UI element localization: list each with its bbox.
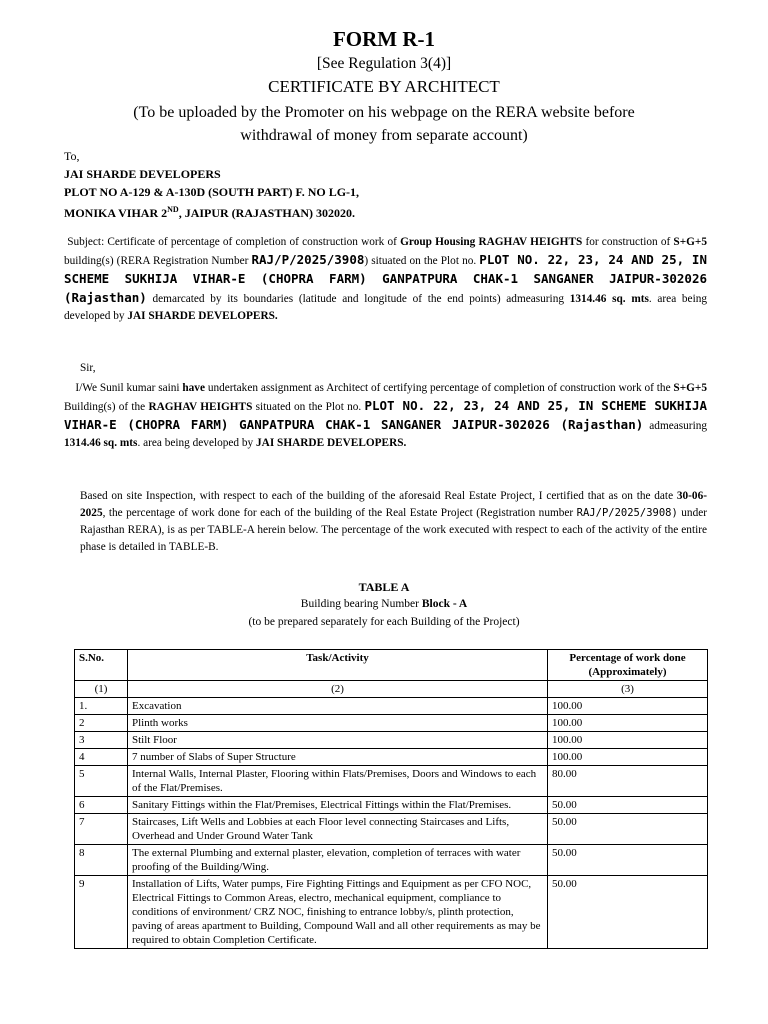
table-row — [75, 732, 708, 749]
subject-project: Group Housing RAGHAV HEIGHTS — [400, 236, 583, 248]
cell-sno: 6 — [75, 797, 128, 814]
cell-task: Installation of Lifts, Water pumps, Fire Fighting Fittings and Equipment as per CFO NOC, Electrical Fittings to Common Areas, electro, mechanical equipment, compliance to conditions of environment/ CRZ NOC, finishing to entrance lobby/s, plinth protection, paving of areas apartment to Building, Compound Wall and all other requirements as may be required to obtain Completion Certificate. — [128, 876, 548, 949]
upload-note — [0, 101, 768, 147]
cell-sno: 1. — [75, 698, 128, 715]
body-paragraph: I/We Sunil kumar saini have undertaken assignment as Architect of certifying percentage of completion of construction work of the S+G+5 Building(s) of the RAGHAV HEIGHTS situated on the Plot no. PLOT NO. 22, 23, 24 AND 25, IN SCHEME SUKHIJA VIHAR-E (CHOPRA FARM) GANPATPURA CHAK-1 SANGANER JAIPUR-302026 (Rajasthan) admeasuring 1314.46 sq. mts. area being developed by JAI SHARDE DEVELOPERS. — [64, 382, 708, 449]
body-plot: PLOT NO. 22, 23, 24 AND 25, IN SCHEME SUKHIJA VIHAR-E (CHOPRA FARM) GANPATPURA CHAK-1 SANGANER JAIPUR-302026 (Rajasthan) — [64, 398, 708, 432]
cell-percentage: 100.00 — [548, 698, 708, 715]
cell-sno: 3 — [75, 732, 128, 749]
table-row — [75, 698, 708, 715]
building-number: Building bearing Number Block - A — [300, 598, 468, 610]
cell-percentage: 50.00 — [548, 797, 708, 814]
cell-task: Staircases, Lift Wells and Lobbies at each Floor level connecting Staircases and Lifts, Overhead and Under Ground Water Tank — [128, 814, 548, 845]
upload-note-line1: (To be uploaded by the Promoter on his webpage on the RERA website before — [133, 104, 635, 121]
subject-area: 1314.46 sq. mts — [569, 293, 649, 305]
inspection-paragraph: Based on site Inspection, with respect to each of the building of the aforesaid Real Estate Project, I certified that as on the date 30-06-2025, the percentage of work done for each of the building of the Real Estate Project (Registration number RAJ/P/2025/3908) under Rajasthan RERA), is as per TABLE-A herein below. The percentage of the work executed with respect to each of the activity of the entire phase is detailed in TABLE-B. — [80, 490, 707, 553]
table-a-title: TABLE A — [358, 580, 410, 594]
cell-sno: 2 — [75, 715, 128, 732]
cell-sno: 7 — [75, 814, 128, 845]
table-a — [74, 649, 708, 949]
regulation-reference: [See Regulation 3(4)] — [316, 55, 452, 72]
cell-percentage: 100.00 — [548, 715, 708, 732]
table-row — [75, 797, 708, 814]
table-row — [75, 876, 708, 949]
cell-percentage: 50.00 — [548, 814, 708, 845]
inspection-date: 30-06-2025 — [80, 490, 707, 519]
cell-sno: 9 — [75, 876, 128, 949]
table-row — [75, 814, 708, 845]
cell-task: Plinth works — [128, 715, 548, 732]
column-number-row — [75, 681, 708, 698]
col-number-3: (3) — [548, 681, 708, 698]
subject-paragraph: Subject: Certificate of percentage of completion of construction work of Group Housing RAGHAV HEIGHTS for construction of S+G+5 building(s) (RERA Registration Number RAJ/P/2025/3908) situated on the Plot no. PLOT NO. 22, 23, 24 AND 25, IN SCHEME SUKHIJA VIHAR-E (CHOPRA FARM) GANPATPURA CHAK-1 SANGANER JAIPUR-302026 (Rajasthan) demarcated by its boundaries (latitude and longitude of the end points) admeasuring 1314.46 sq. mts. area being developed by JAI SHARDE DEVELOPERS. — [64, 236, 708, 322]
form-title: FORM R-1 — [332, 27, 436, 51]
cell-task: Internal Walls, Internal Plaster, Flooring within Flats/Premises, Doors and Windows to each of the Flat/Premises. — [128, 766, 548, 797]
subject-developer: JAI SHARDE DEVELOPERS. — [127, 310, 278, 322]
upload-note-line2: withdrawal of money from separate account) — [240, 127, 528, 144]
inspection-reg-number: RAJ/P/2025/3908) — [576, 507, 678, 519]
body-developer: JAI SHARDE DEVELOPERS. — [256, 437, 407, 449]
certificate-title: CERTIFICATE BY ARCHITECT — [268, 77, 500, 96]
col-number-1: (1) — [75, 681, 128, 698]
cell-percentage: 100.00 — [548, 749, 708, 766]
header-task: Task/Activity — [128, 650, 548, 681]
cell-percentage: 80.00 — [548, 766, 708, 797]
body-project: RAGHAV HEIGHTS — [148, 401, 253, 413]
cell-task: Sanitary Fittings within the Flat/Premises, Electrical Fittings within the Flat/Premises. — [128, 797, 548, 814]
address-name: JAI SHARDE DEVELOPERS — [64, 167, 221, 181]
col-number-2: (2) — [128, 681, 548, 698]
table-row — [75, 845, 708, 876]
subject-reg-number: RAJ/P/2025/3908 — [251, 252, 365, 267]
header-sno: S.No. — [75, 650, 128, 681]
cell-percentage: 100.00 — [548, 732, 708, 749]
subject-plot: PLOT NO. 22, 23, 24 AND 25, IN SCHEME SUKHIJA VIHAR-E (CHOPRA FARM) GANPATPURA CHAK-1 SANGANER JAIPUR-302026 (Rajasthan) — [64, 252, 707, 305]
cell-percentage: 50.00 — [548, 845, 708, 876]
table-row — [75, 766, 708, 797]
body-area: 1314.46 sq. mts — [64, 437, 138, 449]
header-percentage: Percentage of work done (Approximately) — [548, 650, 708, 681]
salutation: Sir, — [80, 362, 96, 374]
table-row — [75, 715, 708, 732]
table-prep-note: (to be prepared separately for each Building of the Project) — [248, 616, 520, 628]
cell-sno: 5 — [75, 766, 128, 797]
table-header-row — [75, 650, 708, 681]
table-body — [75, 698, 708, 949]
table-row — [75, 749, 708, 766]
cell-task: Excavation — [128, 698, 548, 715]
cell-task: The external Plumbing and external plaster, elevation, completion of terraces with water proofing of the Building/Wing. — [128, 845, 548, 876]
address-to: To, — [64, 149, 80, 163]
address-line2: MONIKA VIHAR 2ND, JAIPUR (RAJASTHAN) 302020. — [64, 205, 356, 220]
address-line1: PLOT NO A-129 & A-130D (SOUTH PART) F. NO LG-1, — [64, 185, 360, 199]
cell-percentage: 50.00 — [548, 876, 708, 949]
cell-sno: 4 — [75, 749, 128, 766]
cell-task: Stilt Floor — [128, 732, 548, 749]
cell-task: 7 number of Slabs of Super Structure — [128, 749, 548, 766]
cell-sno: 8 — [75, 845, 128, 876]
recipient-address — [64, 147, 359, 222]
